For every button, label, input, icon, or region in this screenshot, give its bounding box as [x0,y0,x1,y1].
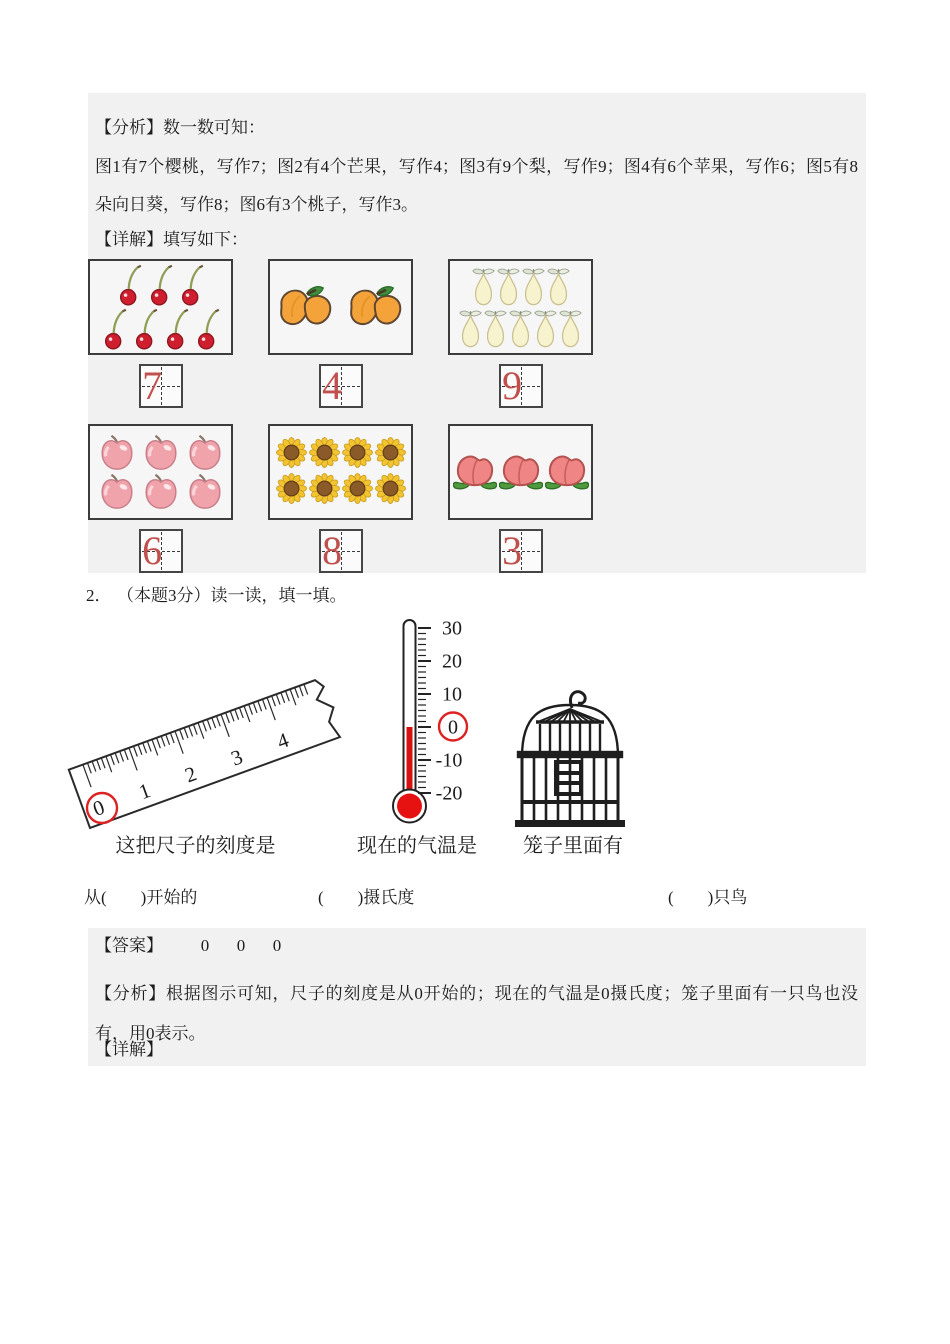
q2-solution-block [88,928,866,1066]
answer-grid-cherries [139,364,183,408]
apple-icon [186,434,224,471]
cage-dome-rays [540,709,600,721]
mango-icon [347,281,405,333]
answer-grid-pears [499,364,543,408]
answer-value: 0 [200,936,210,955]
mangoes-picture-box [268,259,413,355]
thermometer-label: 20 [442,650,462,673]
peach-icon [499,454,543,490]
ruler-number: 4 [273,727,292,754]
apples-picture-box [88,424,233,520]
q1-figure-cherries [88,259,233,408]
ruler-number: 1 [135,778,154,805]
fruit-row [458,308,583,348]
fruit-row [99,308,223,350]
sunflower-icon [309,437,340,468]
cherries-picture-box [88,259,233,355]
q1-analysis-line: 【分析】数一数可知： [95,118,265,137]
q1-analysis-body: 图1有7个樱桃，写作7；图2有4个芒果，写作4；图3有9个梨，写作9；图4有6个苹果，写作6；图5有8朵向日葵，写作8；图6有3个桃子，写作3。 [95,157,858,214]
q2-figure [75,612,635,862]
mango-icon [277,281,335,333]
fruit-row [114,264,207,306]
thermometer-label: 0 [448,716,458,739]
q1-figure-pears [448,259,593,408]
answer-grid-mangoes [319,364,363,408]
answer-digit: 8 [322,528,343,573]
ruler-figure [69,677,344,828]
cherry-icon [147,264,174,306]
fruit-row [275,473,407,507]
thermometer-label: -20 [435,782,463,805]
apple-icon [186,473,224,510]
sunflower-icon [309,473,340,504]
question-2-header [86,584,347,608]
answer-digit: 7 [142,363,163,408]
answer-digit: 3 [502,528,523,573]
cage-feeder [556,762,581,794]
q1-detail-line: 【详解】填写如下： [95,230,248,249]
ruler-number: 2 [181,761,200,788]
thermometer-label: 30 [442,617,462,640]
apple-icon [142,434,180,471]
q1-solution-block [88,93,866,573]
sunflower-icon [276,437,307,468]
answer-value: 0 [272,936,282,955]
question-title: （本题3分）读一读，填一填。 [125,586,347,605]
bird-cage-figure [515,692,625,827]
cage-caption: 笼子里面有 [523,835,623,857]
sunflowers-picture-box [268,424,413,520]
cherry-icon [116,264,143,306]
q1-figure-mangoes [268,259,413,408]
thermometer-scale-ticks [418,628,431,793]
apple-icon [98,473,136,510]
pear-icon [509,308,532,348]
answer-line [95,934,295,958]
fruit-row [452,454,590,490]
fill-blank-cage: ( )只鸟 [668,888,748,907]
thermometer-figure [393,618,467,823]
fruit-row [95,473,227,510]
cage-base [515,820,625,827]
cage-mid-band [518,752,622,757]
apple-icon [142,473,180,510]
answer-grid-sunflowers [319,529,363,573]
sunflower-icon [342,437,373,468]
thermometer-liquid [407,727,413,799]
fruit-row [271,281,411,333]
question-number: 2． [86,586,112,605]
pear-icon [559,308,582,348]
fill-blank-ruler: 从( )开始的 [84,888,198,907]
ruler-number: 0 [89,794,108,821]
cherry-icon [194,308,221,350]
answer-digit: 6 [142,528,163,573]
pear-icon [472,266,495,306]
apple-icon [98,434,136,471]
sunflower-icon [375,473,406,504]
fruit-row [471,266,571,306]
pear-icon [459,308,482,348]
fruit-row [275,437,407,471]
peaches-picture-box [448,424,593,520]
sunflower-icon [276,473,307,504]
answer-grid-peaches [499,529,543,573]
answer-digit: 9 [502,363,523,408]
pear-icon [534,308,557,348]
q1-figure-sunflowers [268,424,413,573]
ruler-body [69,677,344,828]
cage-lower-band [522,800,618,804]
cherry-icon [101,308,128,350]
pear-icon [497,266,520,306]
fill-blank-thermometer: ( )摄氏度 [318,888,415,907]
cherry-icon [163,308,190,350]
sunflower-icon [342,473,373,504]
pears-picture-box [448,259,593,355]
thermometer-label: -10 [435,749,463,772]
peach-icon [453,454,497,490]
answer-value: 0 [236,936,246,955]
thermometer-caption: 现在的气温是 [357,835,477,857]
thermometer-bulb-liquid [397,794,422,819]
q2-detail-line: 【详解】 [95,1040,163,1059]
pear-icon [484,308,507,348]
answer-label: 【答案】 [95,936,163,955]
peach-icon [545,454,589,490]
ruler-number: 3 [227,744,246,771]
cherry-icon [132,308,159,350]
q2-analysis-text: 【分析】根据图示可知，尺子的刻度是从0开始的；现在的气温是0摄氏度；笼子里面有一只鸟也没有，用0表示。 [95,984,858,1043]
q1-figure-peaches [448,424,593,573]
cherry-icon [178,264,205,306]
pear-icon [522,266,545,306]
pear-icon [547,266,570,306]
answer-grid-apples [139,529,183,573]
thermometer-label: 10 [442,683,462,706]
fruit-row [95,434,227,471]
q1-figure-apples [88,424,233,573]
answer-digit: 4 [322,363,343,408]
q1-figure-grid [88,259,593,573]
sunflower-icon [375,437,406,468]
ruler-caption: 这把尺子的刻度是 [115,835,276,857]
